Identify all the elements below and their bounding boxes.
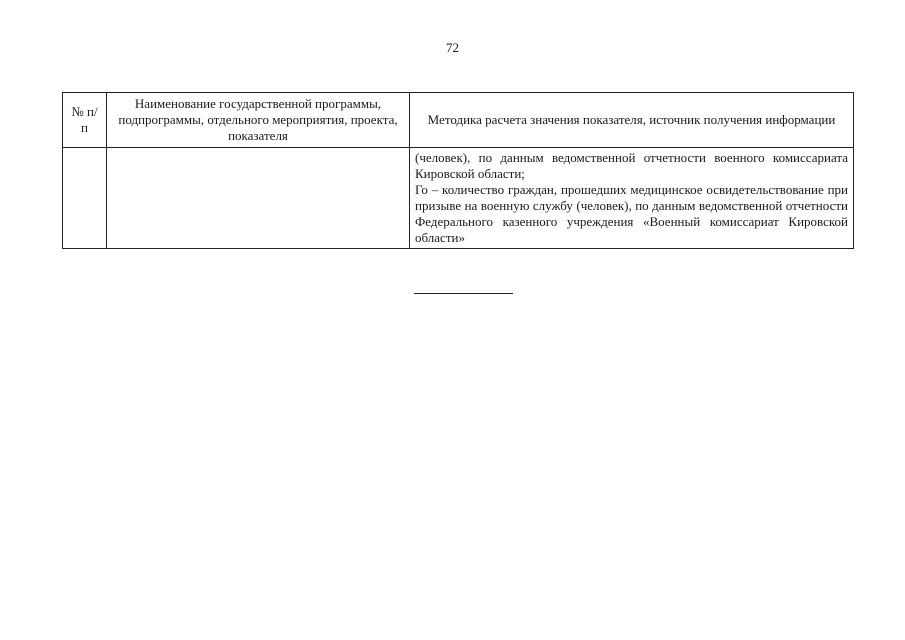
header-method: Методика расчета значения показателя, источник получения информации [410, 93, 854, 148]
method-paragraph-2: Го – количество граждан, прошедших медицинское освидетельствование при призыве на военную службу (человек), по данным ведомственной отчетности Федерального казенного учреждения «Военный комиссариат Кировской области» [415, 182, 848, 245]
header-name: Наименование государственной программы, подпрограммы, отдельного мероприятия, проекта, показателя [107, 93, 410, 148]
cell-method [410, 148, 854, 249]
cell-name [107, 148, 410, 249]
table-row [63, 148, 854, 249]
cell-num [63, 148, 107, 249]
table-header-row [63, 93, 854, 148]
indicator-table [62, 92, 854, 249]
method-paragraph-1: (человек), по данным ведомственной отчетности военного комиссариата Кировской области; [415, 150, 848, 181]
end-of-document-rule [414, 293, 513, 294]
page-number: 72 [446, 40, 459, 55]
header-num: № п/п [63, 93, 107, 148]
